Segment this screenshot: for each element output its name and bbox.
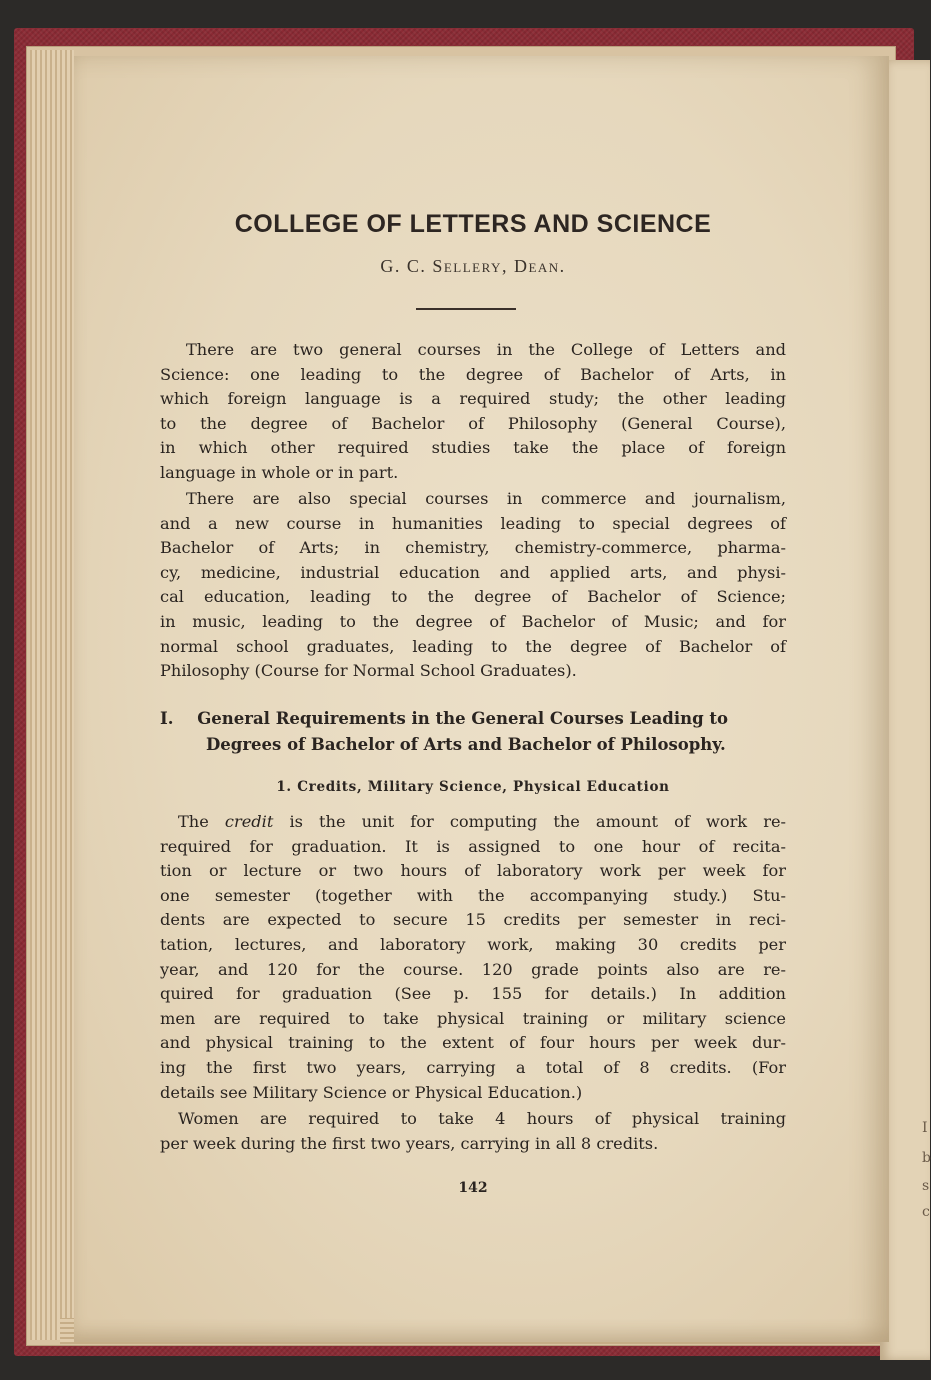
text-line: tion or lecture or two hours of laboratory work per week for: [160, 861, 786, 881]
text-line: language in whole or in part.: [160, 462, 399, 482]
text-line: There are two general courses in the College of Letters and: [186, 340, 786, 359]
text-line: Women are required to take 4 hours of physical training: [178, 1109, 786, 1128]
text-line: year, and 120 for the course. 120 grade points also are re-: [160, 959, 786, 979]
subsection-heading: 1. Credits, Military Science, Physical Education: [276, 779, 670, 795]
text-line: men are required to take physical training or military science: [160, 1008, 786, 1028]
text-line: required for graduation. It is assigned to one hour of recita-: [160, 836, 786, 856]
text-line: There are also special courses in commerce and journalism,: [186, 489, 786, 508]
text-line: Science: one leading to the degree of Bachelor of Arts, in: [160, 364, 786, 384]
divider-rule: [416, 308, 516, 310]
credits-paragraph-2: [160, 1107, 786, 1156]
text-line: Philosophy (Course for Normal School Graduates).: [160, 661, 577, 681]
text-line: Bachelor of Arts; in chemistry, chemistry-commerce, pharma-: [160, 538, 786, 558]
text-line: cal education, leading to the degree of Bachelor of Science;: [160, 587, 786, 607]
text-line: dents are expected to secure 15 credits per semester in reci-: [160, 910, 786, 930]
section-number: I.: [160, 709, 174, 728]
text-line: and a new course in humanities leading to special degrees of: [160, 513, 786, 533]
page-number: 142: [458, 1180, 488, 1196]
text-line: ing the first two years, carrying a total of 8 credits. (For: [160, 1057, 786, 1077]
text-line: normal school graduates, leading to the degree of Bachelor of: [160, 636, 786, 656]
section-heading: [160, 706, 786, 758]
book-page: [74, 56, 889, 1342]
text-line: in music, leading to the degree of Bachelor of Music; and for: [160, 611, 786, 631]
credits-paragraph-1-line-1: The credit is the unit for computing the amount of work re-: [178, 812, 786, 831]
intro-paragraph-1: [160, 338, 786, 486]
text-line: quired for graduation (See p. 155 for details.) In addition: [160, 984, 786, 1004]
text-line: one semester (together with the accompanying study.) Stu-: [160, 885, 786, 905]
text-line: tation, lectures, and laboratory work, making 30 credits per: [160, 934, 786, 954]
page-edges-left: [30, 50, 74, 1340]
intro-paragraph-2: [160, 487, 786, 684]
text-line: in which other required studies take the place of foreign: [160, 438, 786, 458]
page-title: COLLEGE OF LETTERS AND SCIENCE: [234, 210, 712, 238]
section-heading-line-2: Degrees of Bachelor of Arts and Bachelor of Philosophy.: [206, 735, 726, 754]
text-line: and physical training to the extent of four hours per week dur-: [160, 1033, 786, 1053]
dean-name: G. C. Sellery, Dean.: [380, 256, 566, 276]
credits-paragraph-1: [160, 810, 786, 1105]
section-heading-line-1: General Requirements in the General Courses Leading to: [197, 709, 729, 728]
text-line: details see Military Science or Physical Education.): [160, 1082, 583, 1102]
text-line: per week during the first two years, carrying in all 8 credits.: [160, 1133, 659, 1153]
text-line: which foreign language is a required study; the other leading: [160, 389, 786, 409]
text-line: to the degree of Bachelor of Philosophy (General Course),: [160, 413, 786, 433]
credit-term: credit: [224, 812, 274, 831]
text-line: cy, medicine, industrial education and applied arts, and physi-: [160, 562, 786, 582]
facing-page-edge: I b s c: [880, 60, 930, 1360]
